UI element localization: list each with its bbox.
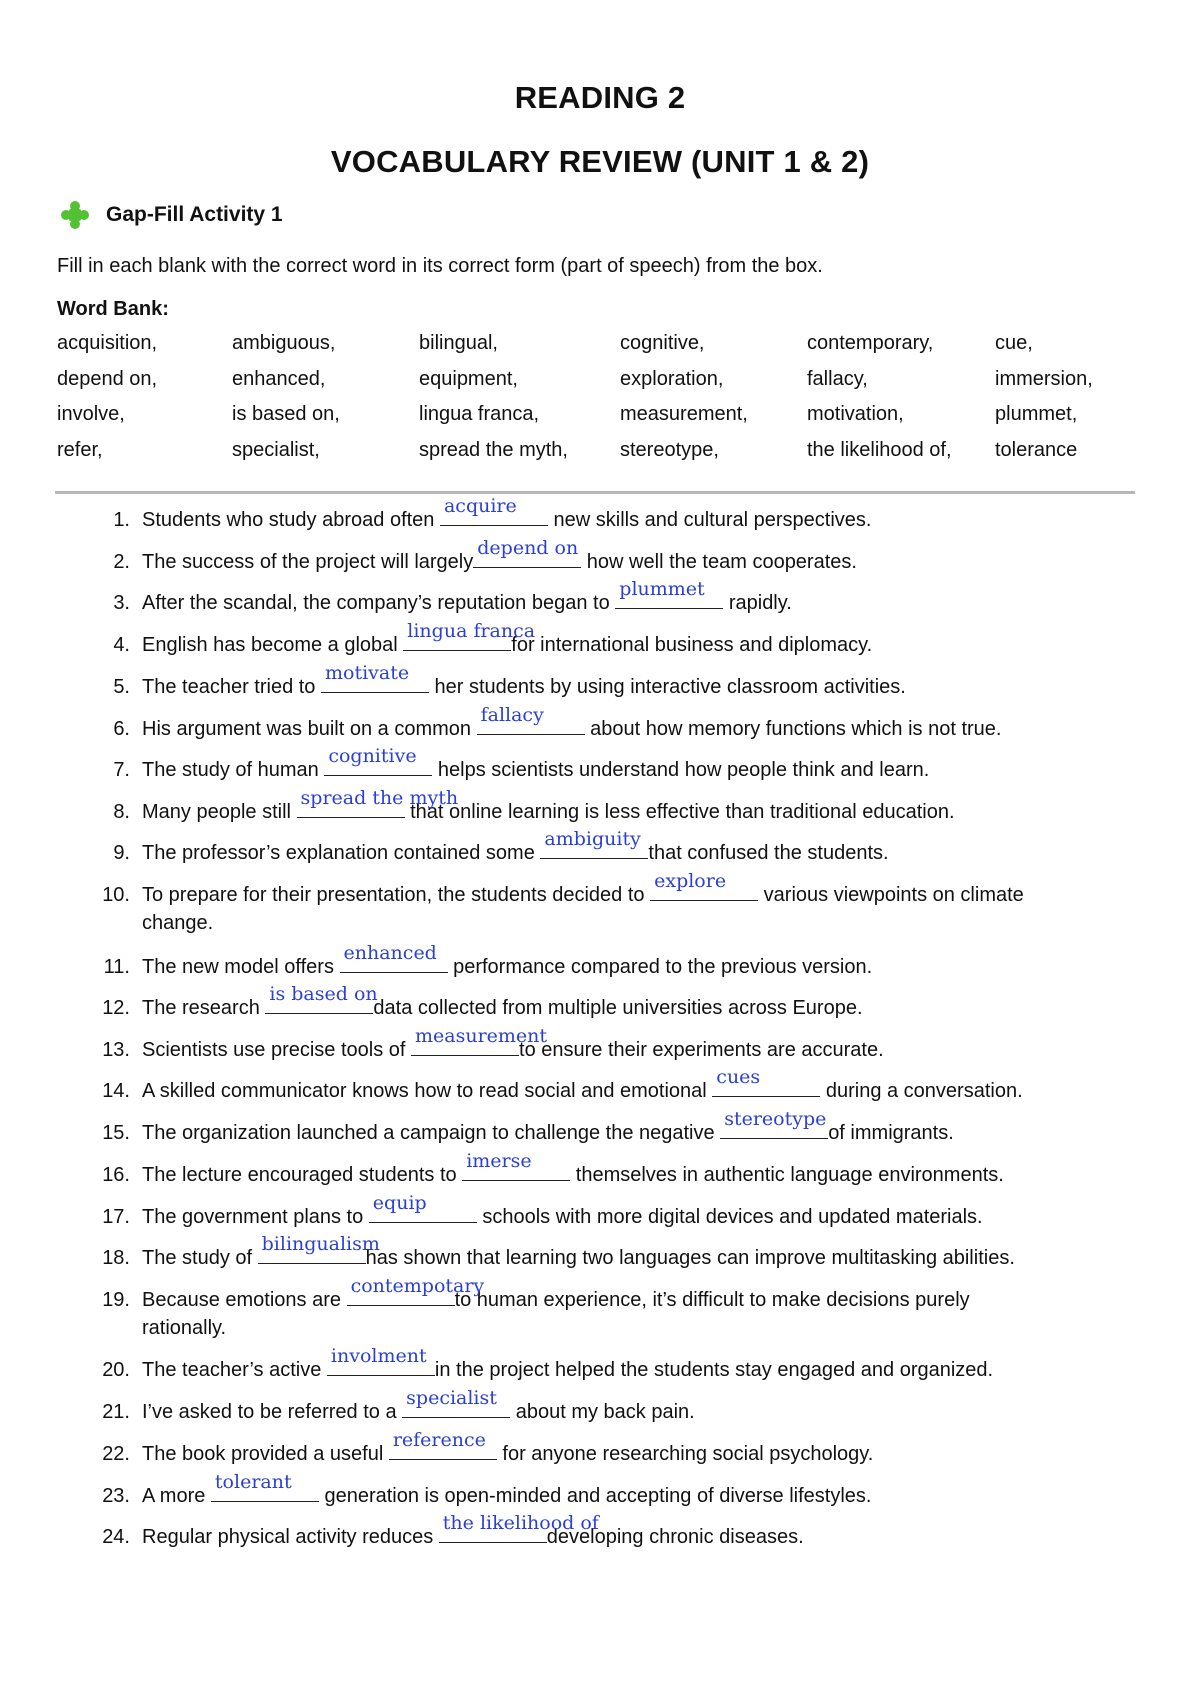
question-number: 24.: [102, 1526, 130, 1548]
question-number: 8.: [113, 801, 130, 823]
answer-blank[interactable]: [615, 578, 723, 609]
word-bank-label: Word Bank:: [57, 298, 169, 320]
question-number: 3.: [113, 592, 130, 614]
handwritten-answer: lingua franca: [407, 620, 536, 642]
question-text: of immigrants.: [828, 1122, 954, 1144]
question-text: Regular physical activity reduces: [142, 1526, 439, 1548]
question-item: [90, 1233, 1015, 1273]
word-bank-column: [419, 326, 568, 468]
handwritten-answer: plummet: [619, 578, 705, 600]
question-text: Scientists use precise tools of: [142, 1039, 412, 1061]
question-number: 2.: [113, 551, 130, 573]
question-item: [90, 1025, 884, 1065]
question-text: to ensure their experiments are accurate.: [519, 1039, 884, 1061]
question-text: that online learning is less effective than traditional education.: [404, 801, 955, 823]
question-text: rapidly.: [723, 592, 792, 614]
word-bank-item: contemporary,: [807, 332, 934, 354]
question-item: [90, 942, 873, 982]
question-item: [90, 578, 792, 618]
answer-blank[interactable]: [369, 1192, 477, 1223]
answer-blank[interactable]: [258, 1233, 380, 1264]
word-bank-item: plummet,: [995, 403, 1078, 425]
question-text: Students who study abroad often: [142, 509, 440, 531]
word-bank-column: [620, 326, 748, 468]
page-subtitle: VOCABULARY REVIEW (UNIT 1 & 2): [330, 144, 870, 179]
question-text: The success of the project will largely: [142, 551, 474, 573]
question-item: [90, 1066, 1023, 1106]
handwritten-answer: depend on: [477, 537, 579, 559]
question-text: that confused the students.: [648, 842, 889, 864]
question-text: English has become a global: [142, 634, 404, 656]
question-text: about how memory functions which is not true.: [584, 718, 1002, 740]
handwritten-answer: ambiguity: [544, 828, 641, 850]
answer-blank[interactable]: [211, 1471, 319, 1502]
question-text: Because emotions are: [142, 1289, 347, 1311]
question-item: [90, 745, 930, 785]
question-number: 18.: [102, 1247, 130, 1269]
question-text: themselves in authentic language environments.: [570, 1164, 1004, 1186]
word-bank-item: specialist,: [232, 438, 320, 461]
question-number: 16.: [102, 1164, 130, 1186]
word-bank-item: fallacy,: [807, 367, 868, 390]
handwritten-answer: stereotype: [724, 1108, 827, 1130]
handwritten-answer: motivate: [324, 662, 410, 684]
answer-blank[interactable]: [297, 787, 459, 818]
question-item: [90, 1387, 695, 1427]
word-bank-column: [232, 326, 340, 468]
question-text: The study of: [142, 1247, 258, 1269]
question-text: The government plans to: [142, 1206, 369, 1228]
word-bank-item: spread the myth,: [419, 438, 568, 461]
question-item: [90, 1150, 1004, 1190]
answer-blank[interactable]: [324, 745, 432, 776]
instructions: Fill in each blank with the correct word in its correct form (part of speech) from the box.: [57, 255, 823, 277]
word-bank-item: equipment,: [419, 367, 518, 390]
answer-blank[interactable]: [439, 1512, 599, 1543]
word-bank-column: [995, 326, 1093, 468]
question-text: has shown that learning two languages can improve multitasking abilities.: [365, 1247, 1015, 1269]
answer-blank[interactable]: [477, 704, 585, 735]
answer-blank[interactable]: [340, 942, 448, 973]
question-item: [90, 537, 857, 577]
question-item: [90, 704, 1002, 744]
word-bank-item: lingua franca,: [419, 403, 540, 425]
word-bank-item: stereotype,: [620, 438, 719, 461]
question-text: I’ve asked to be referred to a: [142, 1401, 403, 1423]
page-title: READING 2: [514, 80, 686, 115]
question-text: helps scientists understand how people think and learn.: [432, 759, 930, 781]
answer-blank[interactable]: [540, 828, 648, 859]
handwritten-answer: enhanced: [343, 942, 437, 964]
word-bank-item: motivation,: [807, 403, 904, 425]
question-number: 22.: [102, 1443, 130, 1465]
question-number: 14.: [102, 1080, 130, 1102]
question-text: to human experience, it’s difficult to make decisions purely: [454, 1289, 970, 1311]
question-item: [90, 1108, 954, 1148]
question-number: 5.: [113, 676, 130, 698]
question-text: about my back pain.: [510, 1401, 695, 1423]
answer-blank[interactable]: [402, 1387, 510, 1418]
question-text: The new model offers: [142, 956, 340, 978]
question-number: 1.: [113, 509, 130, 531]
word-bank-item: tolerance: [995, 438, 1078, 461]
handwritten-answer: spread the myth: [300, 787, 459, 809]
question-continuation: change.: [142, 912, 214, 934]
answer-blank[interactable]: [403, 620, 536, 651]
question-text: generation is open-minded and accepting of diverse lifestyles.: [318, 1485, 872, 1507]
handwritten-answer: tolerant: [214, 1471, 292, 1493]
question-number: 20.: [102, 1359, 130, 1381]
question-text: The professor’s explanation contained some: [142, 842, 541, 864]
question-item: [90, 1275, 970, 1315]
question-number: 9.: [113, 842, 130, 864]
question-number: 15.: [102, 1122, 130, 1144]
question-text: A more: [142, 1485, 211, 1507]
question-item: [90, 787, 955, 827]
question-text: After the scandal, the company’s reputation began to: [142, 592, 616, 614]
handwritten-answer: the likelihood of: [442, 1512, 599, 1534]
answer-blank[interactable]: [650, 870, 758, 901]
word-bank-item: immersion,: [995, 367, 1093, 390]
word-bank-item: exploration,: [620, 367, 724, 390]
question-text: To prepare for their presentation, the students decided to: [142, 884, 651, 906]
handwritten-answer: equip: [372, 1192, 427, 1214]
question-text: His argument was built on a common: [142, 718, 477, 740]
handwritten-answer: involment: [330, 1345, 427, 1367]
question-item: [90, 1345, 994, 1385]
handwritten-answer: is based on: [269, 983, 378, 1005]
answer-blank[interactable]: [712, 1066, 820, 1097]
handwritten-answer: cognitive: [328, 745, 417, 767]
question-text: new skills and cultural perspectives.: [547, 509, 872, 531]
question-number: 13.: [102, 1039, 130, 1061]
question-text: how well the team cooperates.: [581, 551, 857, 573]
question-item: [90, 983, 863, 1023]
question-text: data collected from multiple universities across Europe.: [373, 997, 863, 1019]
handwritten-answer: specialist: [406, 1387, 497, 1409]
word-bank-item: refer,: [57, 438, 103, 461]
question-text: The teacher’s active: [142, 1359, 327, 1381]
question-text: developing chronic diseases.: [546, 1526, 804, 1548]
question-item: [90, 1512, 804, 1552]
answer-blank[interactable]: [440, 495, 548, 526]
question-number: 17.: [102, 1206, 130, 1228]
question-number: 11.: [103, 956, 130, 978]
question-item: [90, 828, 889, 868]
question-item: [90, 1471, 872, 1511]
word-bank-item: cue,: [995, 332, 1033, 354]
question-text: The study of human: [142, 759, 325, 781]
handwritten-answer: bilingualism: [261, 1233, 380, 1255]
question-text: schools with more digital devices and updated materials.: [476, 1206, 983, 1228]
question-item: [90, 870, 1024, 910]
question-text: for international business and diplomacy.: [511, 634, 873, 656]
activity-heading: [60, 200, 283, 230]
handwritten-answer: contempotary: [350, 1275, 485, 1297]
handwritten-answer: acquire: [443, 495, 517, 517]
activity-title: Gap-Fill Activity 1: [106, 203, 283, 226]
question-text: for anyone researching social psychology.: [496, 1443, 874, 1465]
question-continuation: rationally.: [142, 1317, 227, 1339]
word-bank-item: acquisition,: [57, 332, 158, 354]
question-text: The organization launched a campaign to challenge the negative: [142, 1122, 721, 1144]
answer-blank[interactable]: [321, 662, 429, 693]
answer-blank[interactable]: [327, 1345, 435, 1376]
question-text: her students by using interactive classroom activities.: [428, 676, 906, 698]
handwritten-answer: imerse: [466, 1150, 532, 1172]
word-bank-item: bilingual,: [419, 332, 498, 354]
handwritten-answer: reference: [392, 1429, 486, 1451]
answer-blank[interactable]: [473, 537, 581, 568]
question-number: 21.: [102, 1401, 130, 1423]
question-item: [90, 1429, 874, 1469]
question-number: 19.: [102, 1289, 130, 1311]
answer-blank[interactable]: [265, 983, 378, 1014]
question-number: 7.: [113, 759, 130, 781]
question-text: Many people still: [142, 801, 297, 823]
question-number: 12.: [102, 997, 130, 1019]
answer-blank[interactable]: [411, 1025, 548, 1056]
question-item: [90, 495, 872, 535]
word-bank-item: the likelihood of,: [807, 438, 952, 461]
word-bank-item: depend on,: [57, 367, 158, 390]
answer-blank[interactable]: [389, 1429, 497, 1460]
question-text: various viewpoints on climate: [758, 884, 1024, 906]
handwritten-answer: cues: [716, 1066, 761, 1088]
divider: [55, 491, 1135, 494]
question-item: [90, 1192, 983, 1232]
question-text: The lecture encouraged students to: [142, 1164, 463, 1186]
question-text: performance compared to the previous version.: [447, 956, 873, 978]
answer-blank[interactable]: [347, 1275, 485, 1306]
question-number: 4.: [113, 634, 130, 656]
word-bank-item: involve,: [57, 403, 125, 425]
word-bank-item: enhanced,: [232, 367, 326, 390]
question-item: [90, 620, 873, 660]
question-number: 6.: [113, 718, 130, 740]
question-text: The book provided a useful: [142, 1443, 389, 1465]
word-bank-item: is based on,: [232, 403, 340, 425]
handwritten-answer: fallacy: [480, 704, 544, 726]
question-text: The teacher tried to: [142, 676, 321, 698]
word-bank-column: [807, 326, 952, 468]
question-text: during a conversation.: [820, 1080, 1023, 1102]
word-bank-item: measurement,: [620, 403, 748, 425]
word-bank-item: ambiguous,: [232, 332, 336, 354]
answer-blank[interactable]: [462, 1150, 570, 1181]
puzzle-icon: [60, 200, 90, 230]
question-item: [90, 662, 906, 702]
answer-blank[interactable]: [720, 1108, 828, 1139]
question-text: in the project helped the students stay engaged and organized.: [434, 1359, 994, 1381]
word-bank-item: cognitive,: [620, 332, 705, 354]
handwritten-answer: measurement: [415, 1025, 548, 1047]
handwritten-answer: explore: [654, 870, 727, 892]
question-text: A skilled communicator knows how to read social and emotional: [142, 1080, 713, 1102]
question-text: The research: [142, 997, 266, 1019]
question-number: 23.: [102, 1485, 130, 1507]
question-number: 10.: [102, 884, 130, 906]
word-bank-column: [57, 326, 157, 468]
